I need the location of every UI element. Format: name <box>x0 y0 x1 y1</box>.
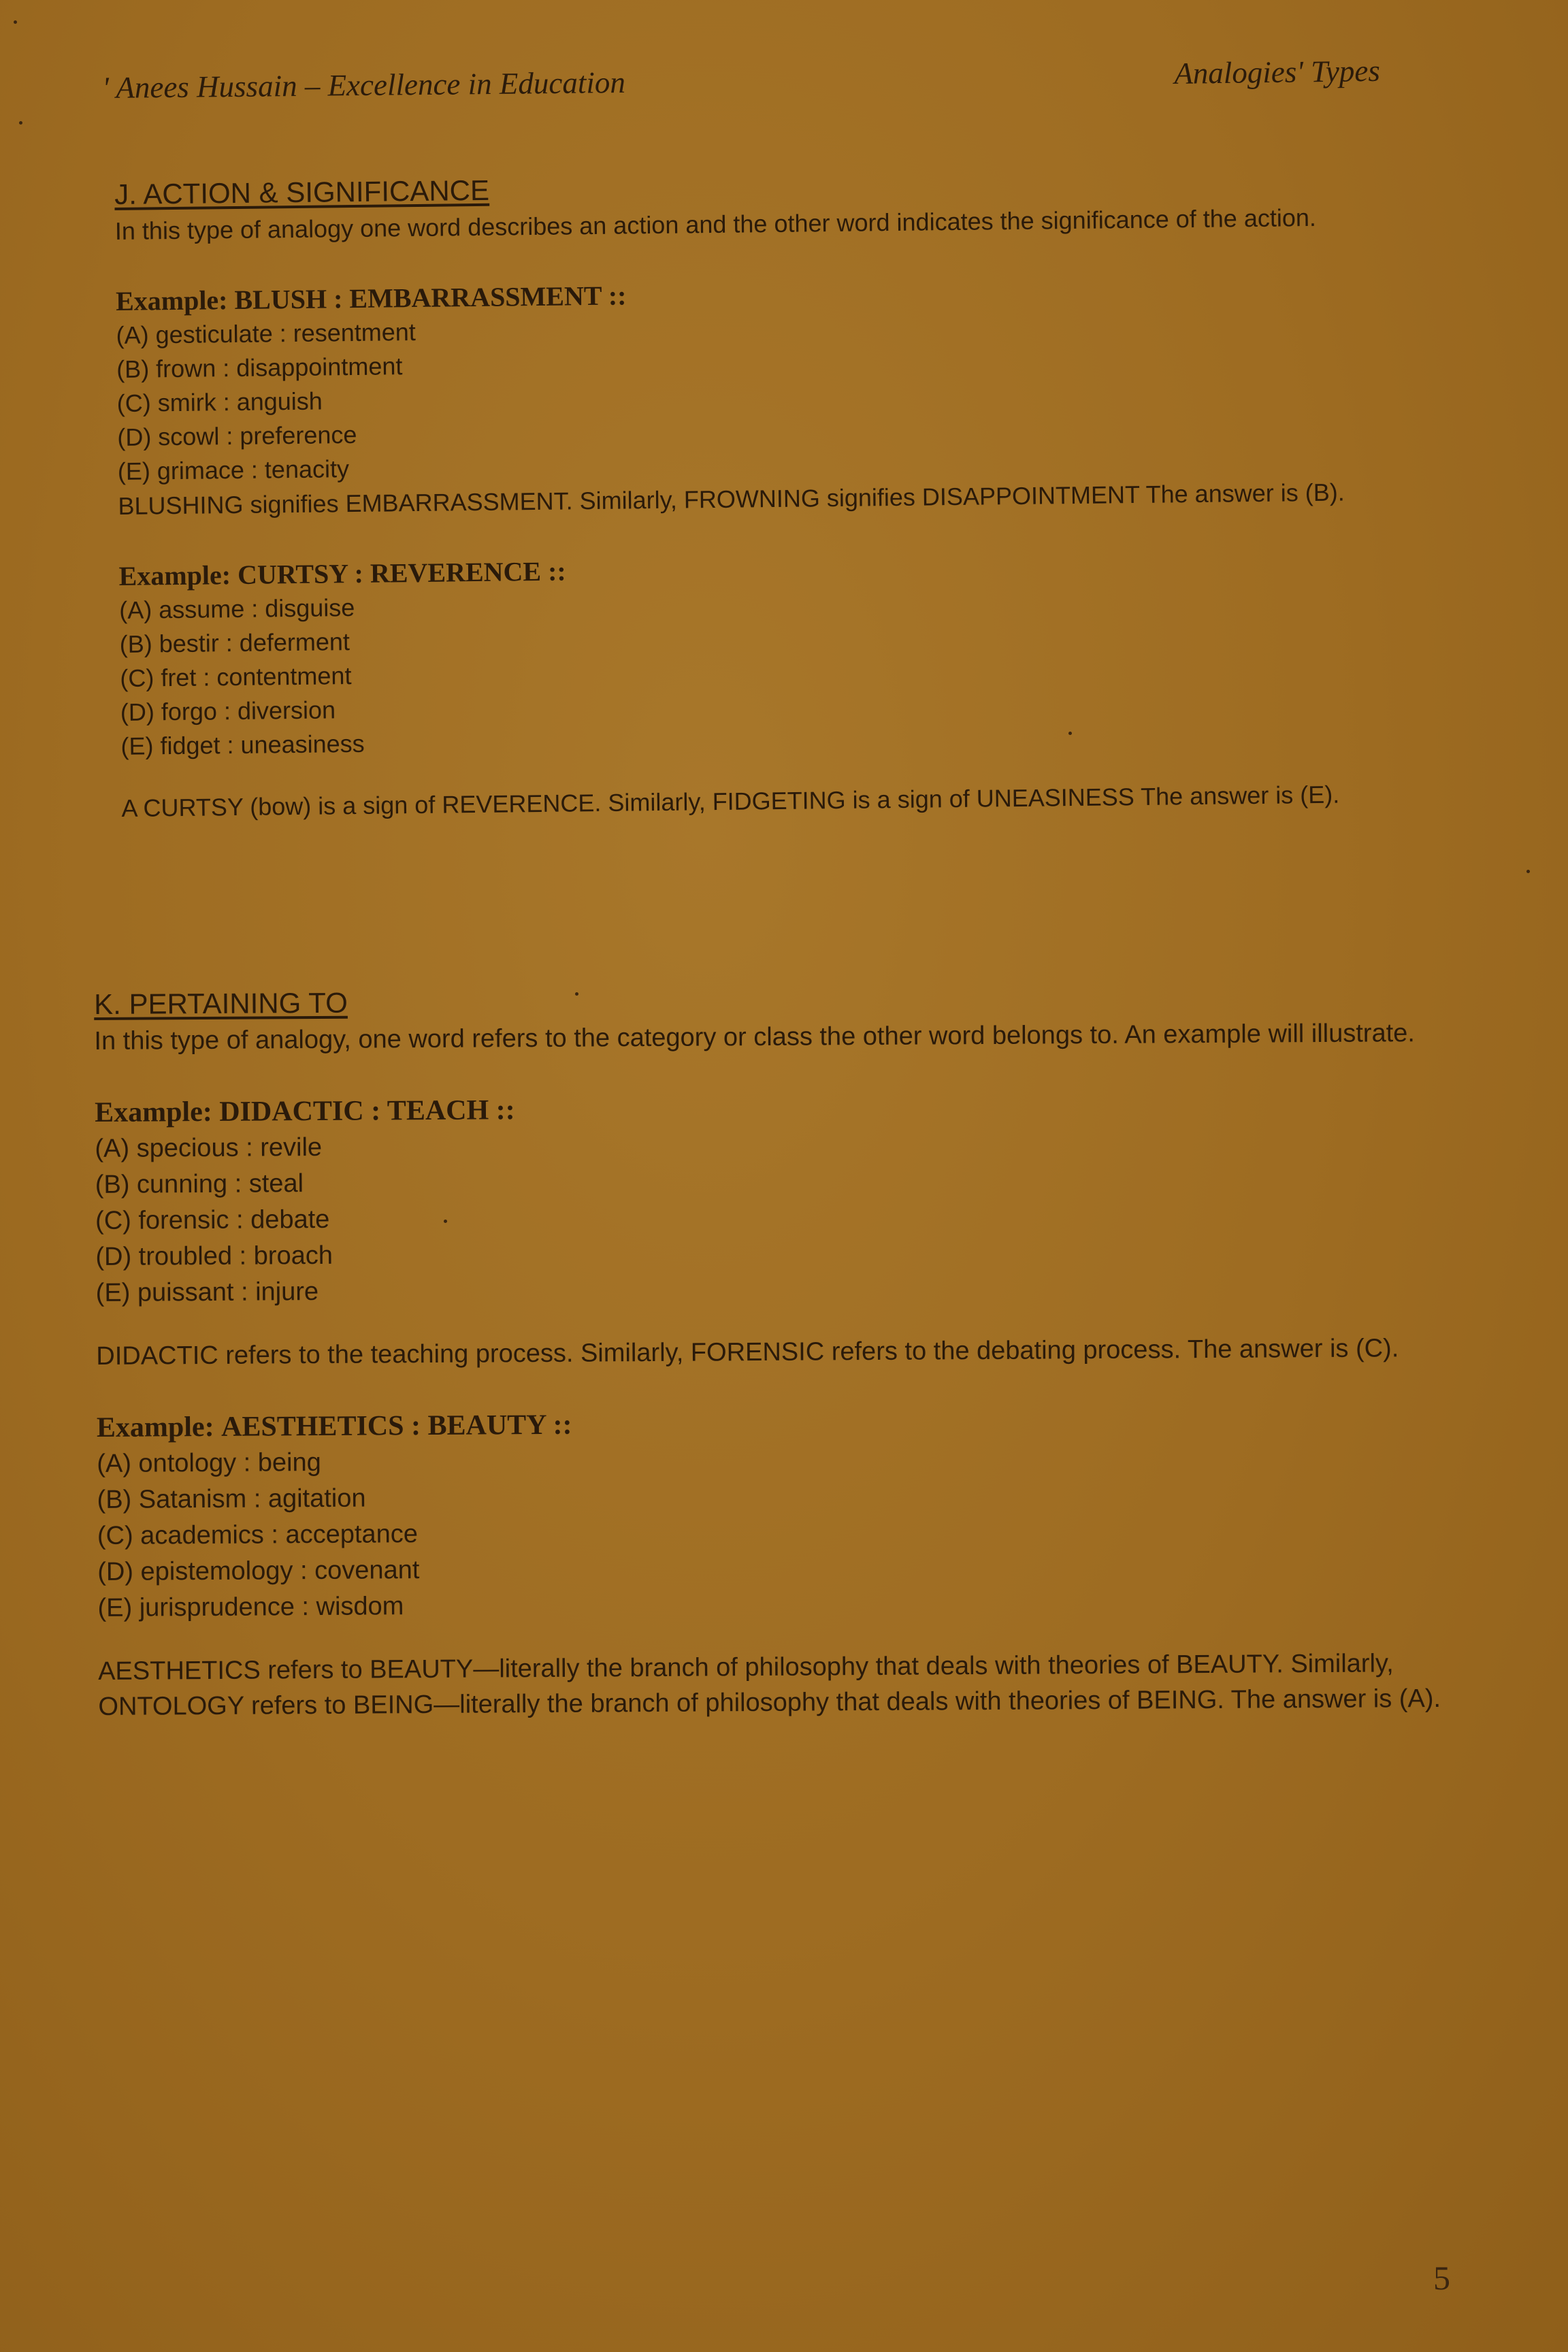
paper-speck <box>575 992 578 996</box>
section-heading: K. PERTAINING TO <box>94 986 348 1020</box>
answer-option: (A) ontology : being <box>97 1448 321 1478</box>
example-label: Example: <box>96 1411 214 1443</box>
answer-option: (E) puissant : injure <box>95 1277 319 1307</box>
answer-option: (B) bestir : deferment <box>119 627 350 658</box>
paper-speck <box>1068 732 1072 735</box>
paper-speck <box>444 1220 447 1223</box>
answer-option: (C) smirk : anguish <box>116 387 323 417</box>
running-header-right: Analogies' Types <box>1174 53 1381 91</box>
example-label: Example: <box>118 559 231 591</box>
answer-option: (D) epistemology : covenant <box>97 1556 420 1586</box>
section-pertaining-to <box>94 980 1446 1725</box>
answer-options <box>95 1123 1443 1311</box>
answer-option: (A) specious : revile <box>95 1132 323 1163</box>
example-explanation: BLUSHING signifies EMBARRASSMENT. Similarly, FROWNING signifies DISAPPOINTMENT The answer is (B). <box>118 478 1345 520</box>
paper-speck <box>19 121 22 125</box>
answer-option: (B) frown : disappointment <box>116 352 403 383</box>
answer-option: (C) forensic : debate <box>95 1205 330 1235</box>
answer-option: (D) scowl : preference <box>117 420 357 451</box>
answer-option: (D) troubled : broach <box>95 1241 333 1271</box>
answer-options <box>119 578 1414 764</box>
answer-option: (E) grimace : tenacity <box>117 455 350 485</box>
paper-speck <box>14 20 17 24</box>
example-label: Example: <box>115 284 228 316</box>
answer-option: (E) fidget : uneasiness <box>120 729 365 760</box>
example-pair: DIDACTIC : TEACH :: <box>219 1094 515 1128</box>
example-label: Example: <box>94 1096 212 1128</box>
answer-options <box>116 304 1411 489</box>
answer-option: (B) Satanism : agitation <box>97 1484 366 1514</box>
example-pair: AESTHETICS : BEAUTY :: <box>220 1409 572 1443</box>
example-pair: CURTSY : REVERENCE :: <box>237 555 566 590</box>
section-intro: In this type of analogy, one word refers to the category or class the other word belongs to. An example will illustrate. <box>94 1019 1416 1056</box>
section-action-significance <box>114 163 1415 826</box>
example-explanation: AESTHETICS refers to BEAUTY—literally the branch of philosophy that deals with theories of BEAUTY. Similarly, ONTOLOGY refers to BEING—literally the branch of philosophy that deals with theories of BEING. The answer is (A). <box>98 1649 1441 1721</box>
example-explanation: A CURTSY (bow) is a sign of REVERENCE. Similarly, FIDGETING is a sign of UNEASINESS The answer is (E). <box>121 780 1340 822</box>
answer-option: (C) fret : contentment <box>120 662 352 692</box>
answer-option: (A) assume : disguise <box>118 593 355 624</box>
answer-option: (A) gesticulate : resentment <box>116 317 416 349</box>
answer-option: (C) academics : acceptance <box>97 1520 419 1550</box>
answer-option: (B) cunning : steal <box>95 1169 304 1199</box>
running-header-left: ' Anees Hussain – Excellence in Education <box>102 65 626 105</box>
answer-option: (E) jurisprudence : wisdom <box>97 1592 404 1622</box>
example-explanation: DIDACTIC refers to the teaching process. Similarly, FORENSIC refers to the debating process. The answer is (C). <box>96 1334 1399 1371</box>
answer-option: (D) forgo : diversion <box>120 696 336 726</box>
page-number: 5 <box>1433 2259 1450 2297</box>
paper-speck <box>1526 870 1530 873</box>
example-pair: BLUSH : EMBARRASSMENT :: <box>234 280 627 316</box>
section-heading: J. ACTION & SIGNIFICANCE <box>114 174 490 210</box>
section-intro: In this type of analogy one word describes an action and the other word indicates the significance of the action. <box>114 203 1317 245</box>
answer-options <box>97 1438 1446 1627</box>
